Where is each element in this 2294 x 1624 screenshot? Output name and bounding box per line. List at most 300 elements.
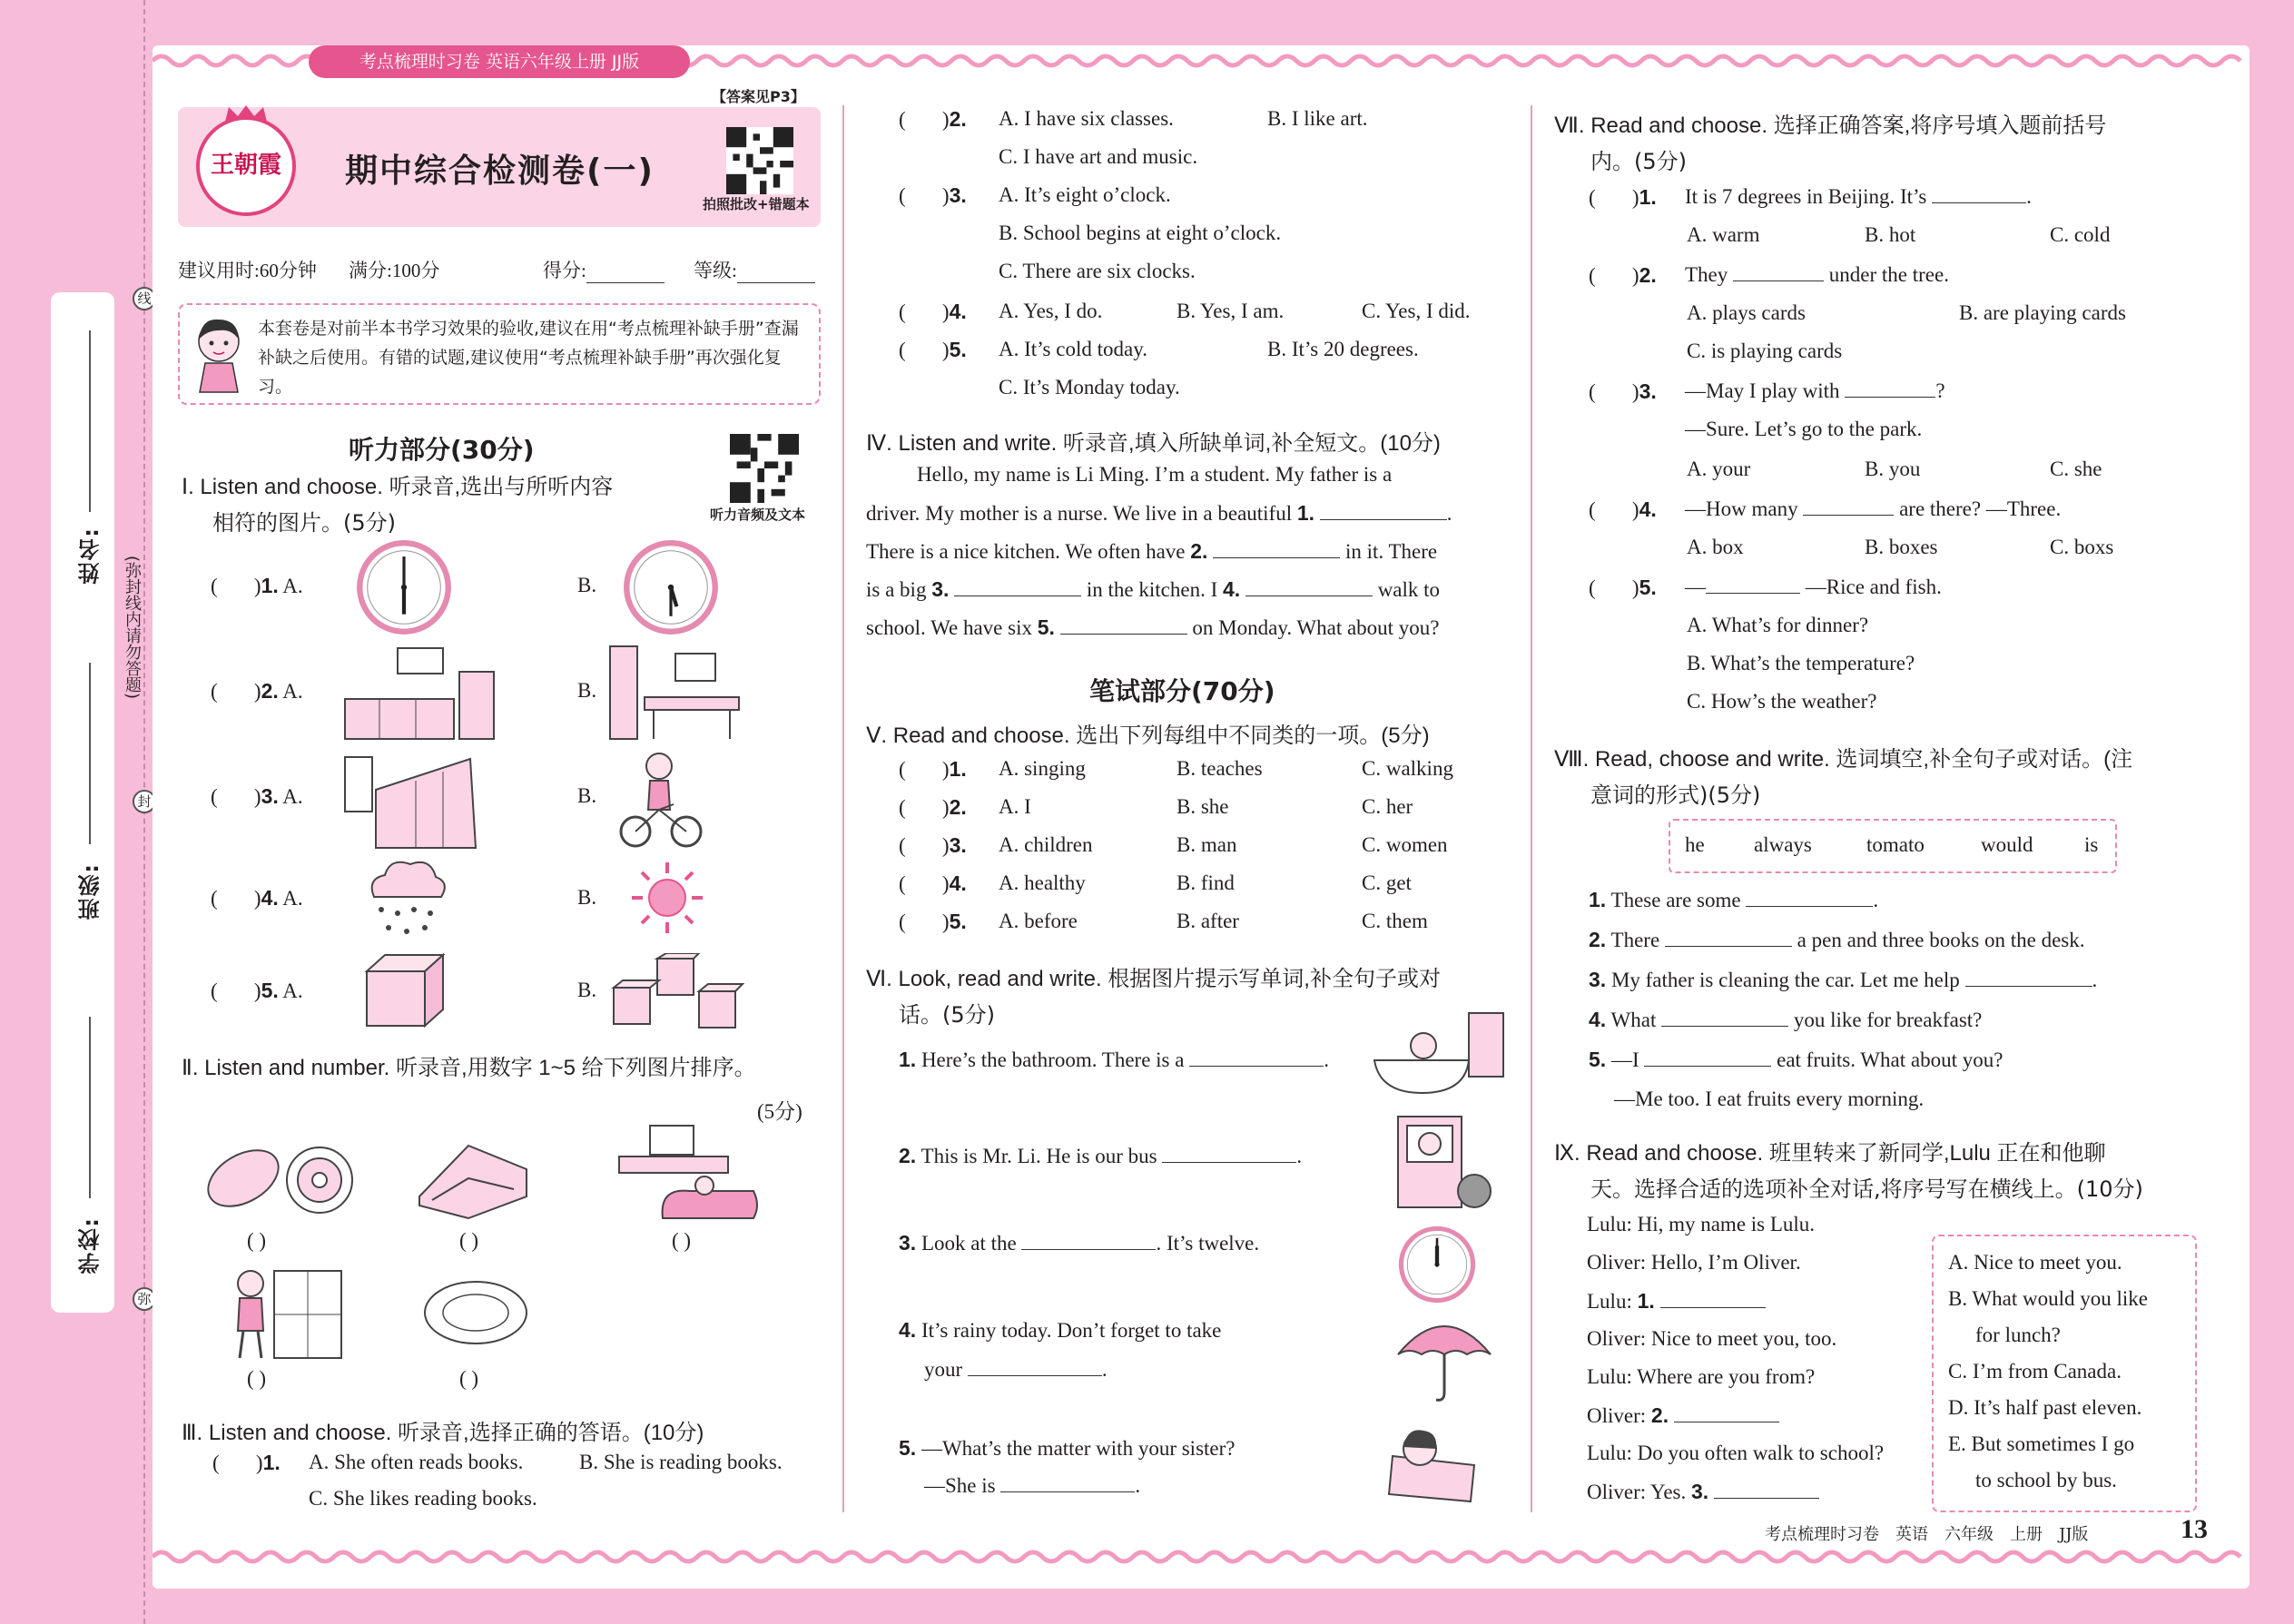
- s5-3-c[interactable]: C. women: [1362, 833, 1448, 856]
- s3-num-2: 2.: [949, 107, 967, 131]
- s3-item-3[interactable]: ( )3.: [899, 183, 967, 207]
- notice-box: [178, 303, 821, 405]
- score-label: 得分:: [543, 260, 586, 281]
- s5-5-b[interactable]: B. after: [1177, 910, 1239, 932]
- dialog-option-e-cont: to school by bus.: [1975, 1469, 2117, 1491]
- column-divider-1: [842, 105, 844, 1512]
- boxes-icon[interactable]: [608, 953, 744, 1031]
- s1-num-2: 2.: [261, 679, 279, 703]
- column-divider-2: [1531, 105, 1532, 1512]
- dialog-option-e: E. But sometimes I go: [1948, 1432, 2135, 1455]
- s7-blank-5[interactable]: [1706, 576, 1800, 594]
- s6-num-4: 4.: [899, 1318, 917, 1342]
- s8-num-4: 4.: [1589, 1008, 1607, 1031]
- s6-text-5b: —She is: [924, 1474, 996, 1497]
- s6-blank-3[interactable]: [1021, 1232, 1156, 1250]
- s8-blank-3[interactable]: [1965, 969, 2092, 987]
- umbrella-icon[interactable]: [1394, 1316, 1494, 1403]
- s5-item-3[interactable]: ( )3.: [899, 833, 967, 857]
- s6-blank-4[interactable]: [968, 1358, 1102, 1376]
- s4-line-5: [866, 615, 1440, 640]
- notice-text: 本套卷是对前半本书学习效果的验收,建议在用“考点梳理补缺手册”查漏补缺之后使用。有错的试题,建议使用“考点梳理补缺手册”再次强化复习。: [258, 319, 799, 397]
- s5-5-a[interactable]: A. before: [999, 910, 1078, 932]
- s3-1-option-c[interactable]: C. She likes reading books.: [309, 1487, 537, 1510]
- s3-item-4[interactable]: ( )4.: [899, 300, 967, 323]
- s6-blank-2[interactable]: [1162, 1145, 1296, 1163]
- s7-2-a[interactable]: A. plays cards: [1687, 301, 1806, 324]
- bus-driver-icon[interactable]: [1394, 1113, 1494, 1213]
- dialog-line-1: Lulu: Hi, my name is Lulu.: [1587, 1213, 1816, 1235]
- s1-b-2[interactable]: B.: [577, 679, 597, 702]
- dialog-option-c: C. I’m from Canada.: [1948, 1360, 2122, 1383]
- score-field[interactable]: [543, 256, 665, 283]
- s6-num-5: 5.: [899, 1436, 917, 1460]
- s3-4-option-b[interactable]: B. Yes, I am.: [1177, 300, 1285, 322]
- cut-mark-xian: 线: [133, 287, 156, 310]
- clock-twelve-icon[interactable]: [1398, 1225, 1476, 1304]
- s8-post-1: .: [1873, 889, 1879, 911]
- s6-text-4: It’s rainy today. Don’t forget to take: [921, 1319, 1222, 1342]
- s2-paren-1[interactable]: ( ): [247, 1229, 267, 1252]
- s5-5-c[interactable]: C. them: [1362, 910, 1428, 932]
- s6-item-4-line2: [924, 1358, 1108, 1382]
- school-line[interactable]: [89, 1017, 91, 1198]
- boy-riding-bike-icon[interactable]: [619, 750, 704, 851]
- seal-note: (弥封线内请勿答题): [123, 556, 142, 700]
- s6-end-2: .: [1296, 1145, 1303, 1167]
- s7-num-1: 1.: [1639, 185, 1657, 209]
- s4-blank-4[interactable]: [1245, 578, 1373, 596]
- audio-qr-code-icon[interactable]: [730, 434, 799, 503]
- s5-num-5: 5.: [949, 910, 967, 933]
- section9-heading-2: 天。选择合适的选项补全对话,将序号写在横线上。(10分): [1590, 1176, 2143, 1202]
- s7-2-b[interactable]: B. are playing cards: [1959, 301, 2126, 324]
- s7-q-1: [1685, 185, 2032, 209]
- s6-blank-5[interactable]: [1000, 1474, 1135, 1492]
- s8-item-3: [1589, 968, 2097, 992]
- section8-heading: Ⅷ. Read, choose and write. 选词填空,补全句子或对话。(注: [1554, 747, 2133, 772]
- kitchen-icon[interactable]: [343, 645, 497, 741]
- s5-1-a[interactable]: A. singing: [999, 757, 1086, 780]
- section4-heading: Ⅳ. Listen and write. 听录音,填入所缺单词,补全短文。(10分): [866, 431, 1441, 456]
- s4-num-2: 2.: [1190, 539, 1208, 563]
- piano-icon[interactable]: [414, 1142, 532, 1220]
- s4-line-4-end: walk to: [1377, 578, 1441, 601]
- s1-a-2: A.: [282, 680, 303, 703]
- s4-line-3-text: There is a nice kitchen. We often have: [866, 540, 1186, 563]
- s7-blank-2[interactable]: [1733, 263, 1824, 281]
- s3-3-option-a[interactable]: A. It’s eight o’clock.: [999, 183, 1171, 206]
- s7-item-4[interactable]: ( )4.: [1589, 497, 1657, 521]
- s3-3-option-b[interactable]: B. School begins at eight o’clock.: [999, 221, 1282, 244]
- s6-end-1: .: [1324, 1048, 1329, 1071]
- s3-3-option-c[interactable]: C. There are six clocks.: [999, 260, 1196, 282]
- answer-reference: 【答案见P3】: [712, 88, 805, 105]
- dialog-line-6: [1587, 1403, 1779, 1428]
- dialog-option-a: A. Nice to meet you.: [1948, 1251, 2122, 1274]
- study-room-icon[interactable]: [608, 643, 743, 743]
- section9-heading: Ⅸ. Read and choose. 班里转来了新同学,Lulu 正在和他聊: [1554, 1141, 2106, 1166]
- binding-margin: [51, 292, 114, 1313]
- s5-item-1[interactable]: ( )1.: [899, 757, 967, 781]
- dialog-line-7: Lulu: Do you often walk to school?: [1587, 1442, 1885, 1464]
- s6-num-2: 2.: [899, 1144, 917, 1167]
- s7-blank-3[interactable]: [1845, 379, 1935, 398]
- snow-cloud-icon[interactable]: [361, 853, 452, 944]
- bottom-wave-border: [153, 1543, 2250, 1570]
- s1-a-1: A.: [282, 575, 303, 597]
- s7-q-3-end: ?: [1935, 379, 1945, 402]
- s6-text-1: Here’s the bathroom. There is a: [921, 1048, 1185, 1071]
- page-number: 13: [2181, 1514, 2208, 1544]
- s3-item-5[interactable]: ( )5.: [899, 338, 967, 361]
- section2-score: (5分): [757, 1100, 802, 1123]
- boy-at-window-icon[interactable]: [223, 1267, 345, 1362]
- s7-4-c[interactable]: C. boxs: [2050, 536, 2114, 558]
- s6-end-4: .: [1101, 1358, 1108, 1381]
- s1-num-3: 3.: [261, 784, 279, 808]
- s5-2-b[interactable]: B. she: [1177, 795, 1229, 818]
- grade-field[interactable]: [694, 256, 815, 283]
- section7-heading: Ⅶ. Read and choose. 选择正确答案,将序号填入题前括号: [1554, 113, 2107, 138]
- s3-2-option-b[interactable]: B. I like art.: [1267, 107, 1368, 130]
- bread-and-donut-icon[interactable]: [203, 1138, 358, 1216]
- s5-3-b[interactable]: B. man: [1177, 833, 1237, 856]
- s7-q-2-text: They: [1685, 263, 1728, 286]
- s2-paren-3[interactable]: ( ): [672, 1229, 692, 1252]
- dialog-line-4: Oliver: Nice to meet you, too.: [1587, 1327, 1837, 1350]
- s7-4-a[interactable]: A. box: [1687, 536, 1744, 558]
- s5-num-1: 1.: [949, 757, 967, 781]
- dialog-speaker-8: Oliver: Yes.: [1587, 1481, 1687, 1503]
- s3-4-option-a[interactable]: A. Yes, I do.: [999, 300, 1103, 322]
- s8-reply: —Me too. I eat fruits every morning.: [1614, 1088, 1925, 1110]
- s4-blank-1[interactable]: [1320, 502, 1447, 520]
- s3-num-3: 3.: [949, 183, 967, 207]
- s8-item-4: [1589, 1008, 1982, 1032]
- s8-pre-5: —I: [1610, 1048, 1639, 1071]
- school-label: 学校:: [78, 1216, 103, 1275]
- plate-icon[interactable]: [421, 1276, 530, 1349]
- s8-pre-2: There: [1610, 929, 1660, 951]
- s4-line-5-end: on Monday. What about you?: [1192, 616, 1440, 639]
- s8-item-1: [1589, 888, 1878, 912]
- s6-text-2: This is Mr. Li. He is our bus: [921, 1145, 1157, 1167]
- s8-blank-4[interactable]: [1661, 1009, 1788, 1027]
- s7-q-4: [1685, 497, 2061, 521]
- s3-num-4: 4.: [949, 300, 967, 323]
- s5-item-4[interactable]: ( )4.: [899, 871, 967, 895]
- bathroom-tub-icon[interactable]: [1371, 1009, 1507, 1100]
- s4-line-4-text: is a big: [866, 578, 927, 601]
- dialog-num-3: 3.: [1691, 1480, 1709, 1503]
- s1-b-5[interactable]: B.: [577, 979, 597, 1001]
- s8-num-1: 1.: [1589, 888, 1607, 911]
- s4-num-4: 4.: [1223, 577, 1241, 601]
- section1-heading: Ⅰ. Listen and choose. 听录音,选出与所听内容: [182, 475, 614, 499]
- s2-paren-4[interactable]: ( ): [247, 1367, 267, 1390]
- s1-a-4: A.: [282, 887, 303, 910]
- dialog-speaker-3: Lulu:: [1587, 1290, 1632, 1313]
- s7-item-1[interactable]: ( )1.: [1589, 185, 1657, 209]
- s1-item-1[interactable]: ( )1. A.: [211, 574, 303, 597]
- s5-4-c[interactable]: C. get: [1362, 871, 1412, 894]
- qr-code-icon[interactable]: [726, 127, 793, 194]
- s5-2-c[interactable]: C. her: [1362, 795, 1413, 818]
- s7-item-5[interactable]: ( )5.: [1589, 576, 1657, 599]
- s1-b-3[interactable]: B.: [577, 784, 597, 807]
- s7-q-5-end: —Rice and fish.: [1805, 576, 1942, 598]
- s7-q-5-text: —: [1685, 576, 1706, 598]
- s4-line-1: Hello, my name is Li Ming. I’m a student. My father is a: [917, 463, 1393, 486]
- s3-item-2[interactable]: ( )2.: [899, 107, 967, 131]
- s8-num-5: 5.: [1589, 1048, 1607, 1071]
- s3-1-option-b[interactable]: B. She is reading books.: [579, 1451, 783, 1473]
- s7-5-c[interactable]: C. How’s the weather?: [1687, 690, 1877, 713]
- s7-q-1-end: .: [2026, 185, 2032, 208]
- dialog-num-2: 2.: [1650, 1403, 1669, 1427]
- section7-heading-2: 内。(5分): [1590, 149, 1687, 174]
- qr-caption-correction: 拍照批改+错题本: [703, 196, 810, 212]
- s8-post-5: eat fruits. What about you?: [1777, 1048, 2004, 1071]
- s6-item-5: [899, 1436, 1236, 1461]
- s3-5-option-a[interactable]: A. It’s cold today.: [999, 338, 1147, 360]
- sun-icon[interactable]: [628, 859, 706, 937]
- word-always: always: [1754, 833, 1812, 856]
- s2-paren-5[interactable]: ( ): [459, 1367, 479, 1390]
- s4-line-3: [866, 539, 1437, 564]
- s1-num-5: 5.: [261, 979, 279, 1002]
- girl-mascot-icon: [191, 314, 247, 396]
- full-score-label: 满分:100分: [349, 260, 440, 281]
- s5-1-c[interactable]: C. walking: [1362, 757, 1453, 780]
- s5-item-5[interactable]: ( )5.: [899, 910, 967, 933]
- qr-caption-audio: 听力音频及文本: [710, 507, 806, 523]
- s1-a-3: A.: [282, 785, 303, 808]
- class-line[interactable]: [89, 663, 91, 844]
- s1-b-4[interactable]: B.: [577, 886, 597, 909]
- s3-1-option-a[interactable]: A. She often reads books.: [309, 1451, 524, 1473]
- s2-paren-2[interactable]: ( ): [459, 1229, 479, 1252]
- s7-blank-4[interactable]: [1803, 497, 1894, 516]
- s3-num-5: 5.: [949, 338, 967, 361]
- s1-a-5: A.: [282, 979, 303, 1002]
- s6-item-3: [899, 1231, 1259, 1255]
- dialog-line-3: [1587, 1289, 1766, 1314]
- dialog-option-b-cont: for lunch?: [1975, 1324, 2061, 1346]
- word-he: he: [1685, 833, 1705, 856]
- s7-4-b[interactable]: B. boxes: [1865, 536, 1938, 558]
- section6-heading: Ⅵ. Look, read and write. 根据图片提示写单词,补全句子或对: [866, 967, 1441, 991]
- s5-4-a[interactable]: A. healthy: [999, 871, 1086, 894]
- dialog-line-5: Lulu: Where are you from?: [1587, 1365, 1816, 1388]
- s5-item-2[interactable]: ( )2.: [899, 795, 967, 819]
- s5-num-3: 3.: [949, 833, 967, 857]
- grade-blank: [737, 267, 815, 283]
- s7-q-3-reply: —Sure. Let’s go to the park.: [1685, 418, 1923, 440]
- s8-pre-3: My father is cleaning the car. Let me help: [1610, 969, 1960, 991]
- score-blank: [586, 267, 665, 283]
- s4-line-2: driver. My mother is a nurse. We live in a beautiful 1. .: [866, 501, 1452, 525]
- dialog-blank-2[interactable]: [1674, 1404, 1779, 1422]
- s6-item-1: [899, 1048, 1329, 1072]
- s6-blank-1[interactable]: [1189, 1048, 1324, 1067]
- word-tomato: tomato: [1866, 833, 1925, 856]
- class-label: 班级:: [78, 862, 103, 920]
- dialog-option-d: D. It’s half past eleven.: [1948, 1396, 2142, 1419]
- s7-5-a[interactable]: A. What’s for dinner?: [1687, 614, 1869, 636]
- s3-5-option-c[interactable]: C. It’s Monday today.: [999, 376, 1180, 399]
- s8-post-4: you like for breakfast?: [1793, 1009, 1983, 1031]
- s7-num-5: 5.: [1639, 576, 1657, 599]
- s4-blank-5[interactable]: [1060, 616, 1187, 635]
- s4-line-3-end: in it. There: [1344, 540, 1438, 563]
- s7-num-4: 4.: [1639, 497, 1657, 521]
- s7-2-c[interactable]: C. is playing cards: [1687, 340, 1843, 362]
- s7-1-b[interactable]: B. hot: [1865, 223, 1916, 246]
- s4-line-2-text: driver. My mother is a nurse. We live in a beautiful: [866, 502, 1293, 525]
- s7-q-5: [1685, 576, 1942, 599]
- page-title: 期中综合检测卷(一): [345, 153, 655, 190]
- sick-girl-in-bed-icon[interactable]: [1383, 1420, 1483, 1505]
- name-label: 姓名:: [78, 527, 103, 585]
- s3-5-option-b[interactable]: B. It’s 20 degrees.: [1267, 338, 1419, 360]
- section6-heading-2: 话。(5分): [899, 1002, 995, 1028]
- dialog-num-1: 1.: [1637, 1289, 1655, 1313]
- s8-num-2: 2.: [1589, 928, 1607, 951]
- name-line[interactable]: [89, 330, 91, 512]
- s4-line-5-text: school. We have six: [866, 616, 1032, 639]
- s1-item-2[interactable]: ( )2. A.: [211, 679, 303, 703]
- clock-half-past-icon[interactable]: [623, 539, 719, 635]
- s6-item-2: [899, 1144, 1302, 1168]
- s6-end-5: .: [1135, 1474, 1141, 1497]
- s8-pre-1: These are some: [1610, 889, 1741, 911]
- dialog-option-b: B. What would you like: [1948, 1287, 2148, 1310]
- s7-q-4-end: are there? —Three.: [1899, 497, 2062, 520]
- grade-label: 等级:: [694, 260, 737, 281]
- cut-mark-mi: 弥: [133, 1287, 156, 1311]
- s6-num-3: 3.: [899, 1231, 917, 1255]
- s5-num-2: 2.: [949, 795, 967, 819]
- s7-1-c[interactable]: C. cold: [2050, 223, 2111, 246]
- s7-q-2-end: under the tree.: [1828, 263, 1949, 286]
- s5-4-b[interactable]: B. find: [1177, 871, 1235, 894]
- s7-q-4-text: —How many: [1685, 497, 1798, 520]
- s4-num-1: 1.: [1296, 501, 1315, 525]
- clock-six-icon[interactable]: [356, 539, 452, 635]
- s7-num-3: 3.: [1639, 379, 1657, 403]
- s7-q-2: [1685, 263, 1949, 287]
- written-title: 笔试部分(70分): [1089, 676, 1275, 706]
- series-ribbon: 考点梳理时习卷 英语六年级上册 JJ版: [309, 45, 690, 78]
- s7-1-a[interactable]: A. warm: [1687, 223, 1760, 246]
- s4-num-5: 5.: [1037, 615, 1055, 639]
- s5-1-b[interactable]: B. teaches: [1177, 757, 1263, 780]
- s7-item-3[interactable]: ( )3.: [1589, 379, 1657, 403]
- dialog-blank-3[interactable]: [1714, 1481, 1819, 1499]
- s8-post-2: a pen and three books on the desk.: [1797, 929, 2085, 951]
- s8-num-3: 3.: [1589, 968, 1607, 991]
- s7-num-2: 2.: [1639, 263, 1657, 287]
- s7-5-b[interactable]: B. What’s the temperature?: [1687, 652, 1915, 674]
- word-would: would: [1981, 833, 2033, 856]
- section1-heading-2: 相符的图片。(5分): [212, 510, 396, 536]
- word-is: is: [2084, 833, 2099, 856]
- brand-logo-text: 王朝霞: [210, 152, 281, 179]
- s4-line-4: [866, 577, 1440, 602]
- s1-item-5[interactable]: ( )5. A.: [211, 979, 303, 1002]
- s8-blank-5[interactable]: [1644, 1048, 1771, 1067]
- s3-item-1[interactable]: ( )1.: [212, 1451, 281, 1474]
- s1-b-1[interactable]: B.: [577, 574, 597, 596]
- s6-text-3: Look at the: [921, 1232, 1017, 1255]
- s6-item-5-line2: [924, 1474, 1140, 1498]
- s7-blank-1[interactable]: [1932, 185, 2026, 203]
- s6-end-3: . It’s twelve.: [1156, 1232, 1260, 1255]
- s7-item-2[interactable]: ( )2.: [1589, 263, 1657, 287]
- dialog-line-2: Oliver: Hello, I’m Oliver.: [1587, 1251, 1801, 1274]
- s1-item-4[interactable]: ( )4. A.: [211, 886, 303, 910]
- section2-heading: Ⅱ. Listen and number. 听录音,用数字 1~5 给下列图片排序。: [182, 1056, 756, 1080]
- s7-3-b[interactable]: B. you: [1865, 458, 1921, 480]
- brand-logo: [196, 116, 296, 216]
- s8-post-3: .: [2092, 969, 2098, 991]
- s3-num-1: 1.: [262, 1451, 281, 1474]
- dialog-blank-1[interactable]: [1660, 1290, 1766, 1308]
- s8-pre-4: What: [1610, 1009, 1657, 1031]
- s8-blank-2[interactable]: [1665, 929, 1792, 947]
- s5-2-a[interactable]: A. I: [999, 795, 1031, 818]
- s4-line-4-mid: in the kitchen. I: [1086, 578, 1218, 601]
- s5-num-4: 4.: [949, 871, 967, 895]
- s3-2-option-c[interactable]: C. I have art and music.: [999, 145, 1198, 168]
- s1-num-1: 1.: [261, 574, 279, 597]
- s7-q-3: [1685, 379, 1945, 403]
- s7-3-a[interactable]: A. your: [1687, 458, 1751, 480]
- watching-tv-icon[interactable]: [617, 1122, 763, 1222]
- s3-2-option-a[interactable]: A. I have six classes.: [999, 107, 1174, 130]
- s3-4-option-c[interactable]: C. Yes, I did.: [1362, 300, 1471, 322]
- cut-mark-feng: 封: [133, 790, 156, 813]
- bus-stop-icon[interactable]: [343, 753, 479, 850]
- s5-3-a[interactable]: A. children: [999, 833, 1093, 856]
- section5-heading: Ⅴ. Read and choose. 选出下列每组中不同类的一项。(5分): [866, 723, 1430, 748]
- section8-heading-2: 意词的形式)(5分): [1590, 782, 1761, 808]
- dialog-speaker-6: Oliver:: [1587, 1404, 1647, 1427]
- s8-blank-1[interactable]: [1746, 889, 1873, 907]
- s6-text-4b: your: [924, 1358, 963, 1381]
- s7-q-3-text: —May I play with: [1685, 379, 1840, 402]
- s8-item-2: [1589, 928, 2084, 952]
- s1-item-3[interactable]: ( )3. A.: [211, 784, 303, 808]
- s8-item-5: [1589, 1048, 2003, 1072]
- time-label: 建议用时:60分钟: [178, 260, 317, 281]
- dialog-line-8: [1587, 1480, 1819, 1504]
- s6-num-1: 1.: [899, 1048, 917, 1071]
- s4-blank-3[interactable]: [954, 578, 1081, 596]
- page-footer: 考点梳理时习卷 英语 六年级 上册 JJ版: [1765, 1525, 2089, 1544]
- s7-q-1-text: It is 7 degrees in Beijing. It’s: [1685, 185, 1927, 208]
- s7-3-c[interactable]: C. she: [2050, 458, 2102, 480]
- s4-blank-2[interactable]: [1213, 540, 1340, 558]
- s1-num-4: 4.: [261, 886, 279, 910]
- s4-num-3: 3.: [931, 577, 950, 601]
- box-icon[interactable]: [363, 951, 447, 1029]
- section3-heading: Ⅲ. Listen and choose. 听录音,选择正确的答语。(10分): [182, 1421, 704, 1445]
- s6-text-5: —What’s the matter with your sister?: [921, 1437, 1236, 1460]
- listening-title: 听力部分(30分): [349, 435, 535, 465]
